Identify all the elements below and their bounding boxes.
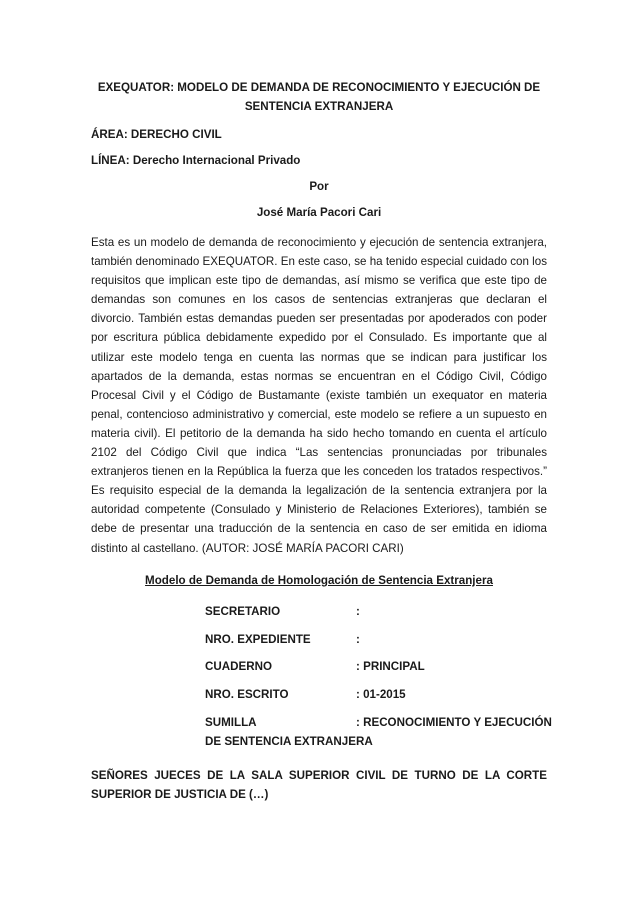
field-label: CUADERNO (205, 660, 272, 673)
sumilla-value-line-2: DE SENTENCIA EXTRANJERA (205, 735, 373, 748)
intro-paragraph: Esta es un modelo de demanda de reconocimiento y ejecución de sentencia extranjera, también denominado EXEQUATOR. En este caso, se ha tenido especial cuidado con los requisitos que implican este tipo de demandas, así mismo se verifica que este tipo de demandas son comunes en los casos de sentencias extranjeras que declaran el divorcio. También estas demandas pueden ser presentadas por apoderados con poder por escritura pública debidamente expedido por el Consulado. Es importante que al utilizar este modelo tenga en cuenta las normas que se indican para justificar los apartados de la demanda, estas normas se encuentran en el Código Civil, Código Procesal Civil y el Código de Bustamante (existe también un exequator en materia penal, contencioso administrativo y comercial, este modelo se refiere a un supuesto en materia civil). El petitorio de la demanda ha sido hecho tomando en cuenta el artículo 2102 del Código Civil que indica “Las sentencias pronunciadas por tribunales extranjeros tienen en la República la fuerza que les conceden los tratados respectivos.” Es requisito especial de la demanda la legalización de la sentencia extranjera por la autoridad competente (Consulado y Ministerio de Relaciones Exteriores), también se debe de presentar una traducción de la sentencia en caso de ser emitida en idioma distinto al castellano. (AUTOR: JOSÉ MARÍA PACORI CARI) (91, 236, 547, 555)
area-line: ÁREA: DERECHO CIVIL (91, 128, 222, 141)
linea-line: LÍNEA: Derecho Internacional Privado (91, 154, 301, 167)
por-line: Por (309, 180, 329, 193)
sumilla-label: SUMILLA (205, 716, 257, 729)
document-title (91, 78, 547, 116)
field-label: NRO. EXPEDIENTE (205, 633, 311, 646)
field-value: : PRINCIPAL (356, 660, 425, 673)
field-label: NRO. ESCRITO (205, 688, 289, 701)
title-line-1: EXEQUATOR: MODELO DE DEMANDA DE RECONOCIMIENTO Y EJECUCIÓN DE (97, 81, 541, 94)
title-line-2: SENTENCIA EXTRANJERA (244, 100, 394, 113)
model-title: Modelo de Demanda de Homologación de Sentencia Extranjera (145, 574, 493, 587)
field-value: : 01-2015 (356, 688, 406, 701)
author-name: José María Pacori Cari (256, 206, 382, 219)
field-value: : (356, 605, 360, 618)
court-address: SEÑORES JUECES DE LA SALA SUPERIOR CIVIL DE TURNO DE LA CORTE SUPERIOR DE JUSTICIA DE (…) (91, 769, 547, 801)
field-label: SECRETARIO (205, 605, 281, 618)
sumilla-value-line-1: : RECONOCIMIENTO Y EJECUCIÓN (356, 716, 552, 729)
field-value: : (356, 633, 360, 646)
